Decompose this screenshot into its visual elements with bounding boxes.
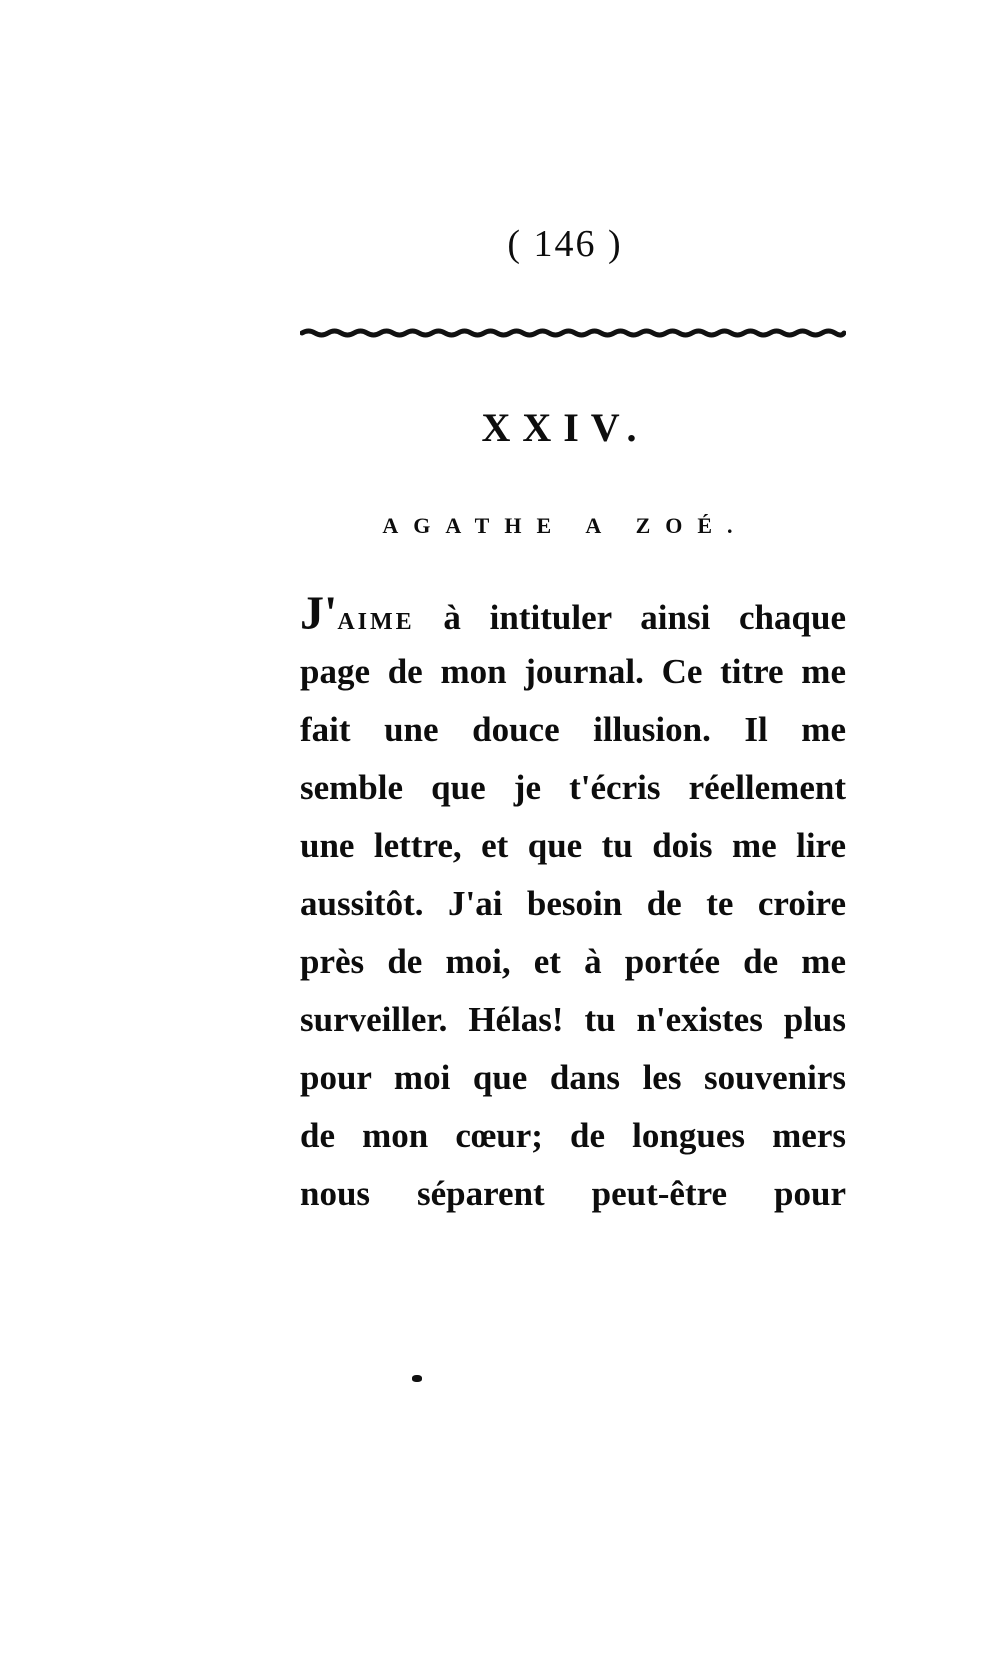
ink-mark	[412, 1375, 422, 1382]
text-line: près de moi, et à portée de me	[300, 942, 846, 981]
text-line: page de mon journal. Ce titre me	[300, 652, 846, 691]
text-line: nous séparent peut-être pour	[300, 1174, 846, 1213]
text-line-1	[300, 585, 846, 643]
small-caps-word: AIME	[337, 609, 415, 635]
text-line: surveiller. Hélas! tu n'existes plus	[300, 1000, 846, 1039]
chapter-number: XXIV.	[481, 405, 649, 450]
drop-cap: J'	[300, 587, 338, 640]
text-line: aussitôt. J'ai besoin de te croire	[300, 884, 846, 923]
wavy-rule-ornament	[300, 322, 846, 344]
text-line: fait une douce illusion. Il me	[300, 710, 846, 749]
text-line: pour moi que dans les souvenirs	[300, 1058, 846, 1097]
opening-rest: à intituler ainsi chaque	[414, 598, 846, 637]
letter-heading: AGATHE A ZOÉ.	[382, 513, 748, 538]
text-line: de mon cœur; de longues mers	[300, 1116, 846, 1155]
body-text	[300, 585, 846, 1223]
text-line: une lettre, et que tu dois me lire	[300, 826, 846, 865]
page-number: ( 146 )	[507, 223, 623, 265]
text-line: semble que je t'écris réellement	[300, 768, 846, 807]
